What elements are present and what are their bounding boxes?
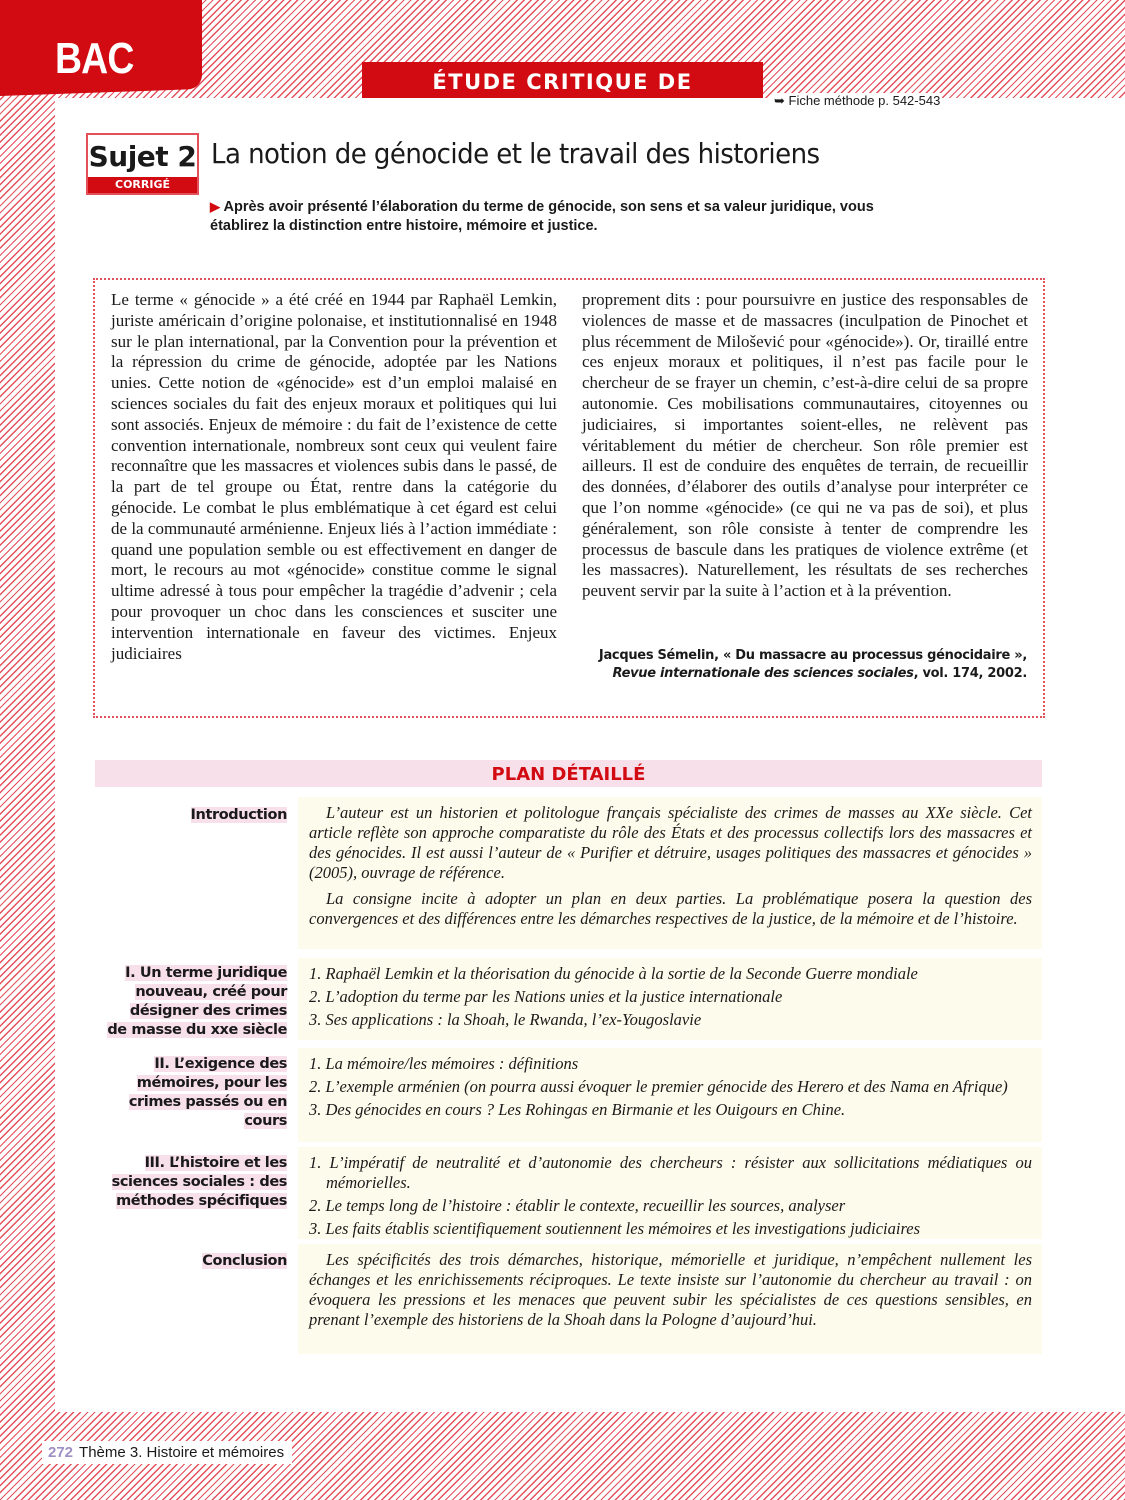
plan-label: III. L’histoire et les sciences sociales : des méthodes spécifiques <box>111 1155 287 1209</box>
plan-label: II. L’exigence des mémoires, pour les crimes passés ou en cours <box>128 1056 287 1129</box>
plan-item: 2. Le temps long de l’histoire : établir le contexte, recueillir les sources, analyser <box>309 1196 846 1215</box>
subject-number: Sujet 2 <box>88 140 197 173</box>
plan-label: Introduction <box>190 807 287 823</box>
arrow-icon: ➥ <box>774 93 785 108</box>
plan-item: 2. L’adoption du terme par les Nations unies et la justice internationale <box>309 987 783 1006</box>
page-footer <box>42 1441 292 1464</box>
plan-label: I. Un terme juridique nouveau, créé pour désigner des crimes de masse du xxe siècle <box>107 965 287 1038</box>
page-title: La notion de génocide et le travail des historiens <box>211 137 820 170</box>
bac-label: BAC <box>55 34 134 83</box>
plan-item: 3. Les faits établis scientifiquement soutiennent les mémoires et les investigations judiciaires <box>309 1219 921 1238</box>
page-number: 272 <box>48 1444 74 1461</box>
plan-item: 1. La mémoire/les mémoires : définitions <box>309 1054 579 1073</box>
plan-label: Conclusion <box>202 1253 287 1269</box>
plan-item: 3. Ses applications : la Shoah, le Rwanda, l’ex-Yougoslavie <box>309 1010 702 1029</box>
intro-paragraph: La consigne incite à adopter un plan en deux parties. La problématique posera la question des convergences et des différences entre les démarches respectives de la justice, de la mémoire et de l’histoire. <box>309 889 1032 928</box>
document-text-left: Le terme « génocide » a été créé en 1944 par Raphaël Lemkin, juriste américain d’origine polonaise, et institutionnalisé en 1948 sur le plan international, par la Convention pour la prévention et la répression du crime de génocide, adoptée par les Nations unies. Cette notion de «génocide» est d’un emploi malaisé en sciences sociales du fait des enjeux moraux et politiques qui lui sont associés. Enjeux de mémoire : du fait de l’existence de cette convention internationale, nombreux sont ceux qui veulent faire reconnaître que les massacres et violences subis dans le passé, de la part de tel groupe ou État, rentre dans la catégorie du génocide. Le combat le plus emblématique à cet égard est celui de la communauté arménienne. Enjeux liés à l’action immédiate : quand une population semble ou est effectivement en danger de mort, le recours au mot «génocide» constitue comme le signal ultime adressé à tous pour empêcher la tragédie d’advenir ; cela pour provoquer un choc dans les consciences et susciter une intervention internationale en faveur des victimes. Enjeux judiciaires <box>111 290 557 663</box>
section-banner: ÉTUDE CRITIQUE DE DOCUMENTS <box>362 62 763 98</box>
fiche-methode-link[interactable] <box>772 93 942 109</box>
triangle-icon: ▶ <box>210 199 220 214</box>
corrige-label: CORRIGÉ <box>88 177 197 193</box>
subject-badge <box>86 133 199 195</box>
intro-paragraph: L’auteur est un historien et politologue français spécialiste des crimes de masses au XXe siècle. Cet article reflète son approche comparatiste du rôle des États et des processus collectifs lors des massacres et des génocides. Il est aussi l’auteur de « Purifier et détruire, usages politiques des massacres et génocides » (2005), ouvrage de référence. <box>309 803 1032 882</box>
instruction <box>210 197 930 236</box>
source-author: Jacques Sémelin, « Du massacre au processus génocidaire », <box>598 648 1027 663</box>
plan-item: 1. Raphaël Lemkin et la théorisation du génocide à la sortie de la Seconde Guerre mondiale <box>309 964 918 983</box>
plan-item: 3. Des génocides en cours ? Les Rohingas en Birmanie et les Ouigours en Chine. <box>309 1100 846 1119</box>
document-source <box>599 647 1027 683</box>
source-journal: Revue internationale des sciences sociales <box>612 666 914 681</box>
theme-label: Thème 3. Histoire et mémoires <box>79 1444 285 1461</box>
source-volume: , vol. 174, 2002. <box>913 666 1027 681</box>
instruction-text: Après avoir présenté l’élaboration du terme de génocide, son sens et sa valeur juridique, vous établirez la distinction entre histoire, mémoire et justice. <box>210 199 874 234</box>
plan-item: 1. L’impératif de neutralité et d’autonomie des chercheurs : résister aux sollicitations médiatiques ou mémorielles. <box>309 1153 1032 1192</box>
plan-heading: PLAN DÉTAILLÉ <box>95 760 1042 787</box>
plan-item: 2. L’exemple arménien (on pourra aussi évoquer le premier génocide des Herero et des Nama en Afrique) <box>309 1077 1008 1096</box>
document-text-right: proprement dits : pour poursuivre en justice des responsables de violences de masse et de massacres (inculpation de Pinochet et plus récemment de Milošević pour «génocide»). Or, tiraillé entre ces enjeux moraux et politiques, il n’est pas facile pour le chercheur de se frayer un chemin, c’est-à-dire celui de sa propre autonomie. Ces mobilisations communautaires, citoyennes ou judiciaires, si importantes soient-elles, ne relèvent pas véritablement du métier de chercheur. Son rôle premier est ailleurs. Il est de conduire des enquêtes de terrain, de recueillir des données, d’élaborer des outils d’analyse pour interpréter ce que l’on nomme «génocide» (ce qui ne va pas de soi), et plus généralement, son rôle consiste à tenter de comprendre les processus de bascule dans les pratiques de violence extrême (et les massacres). Naturellement, les résultats de ses recherches peuvent servir par la suite à l’action et à la prévention. <box>582 290 1028 601</box>
document-box <box>93 278 1045 718</box>
fiche-label: Fiche méthode p. 542-543 <box>788 93 941 108</box>
conclusion-text: Les spécificités des trois démarches, historique, mémorielle et juridique, n’empêchent nullement les échanges et les enrichissements réciproques. Le texte insiste sur l’autonomie du chercheur au travail : on évoquera les pressions et les menaces que peuvent subir les spécialistes de ces questions sensibles, en prenant l’exemple des historiens de la Shoah dans la Pologne d’aujourd’hui. <box>309 1250 1032 1329</box>
